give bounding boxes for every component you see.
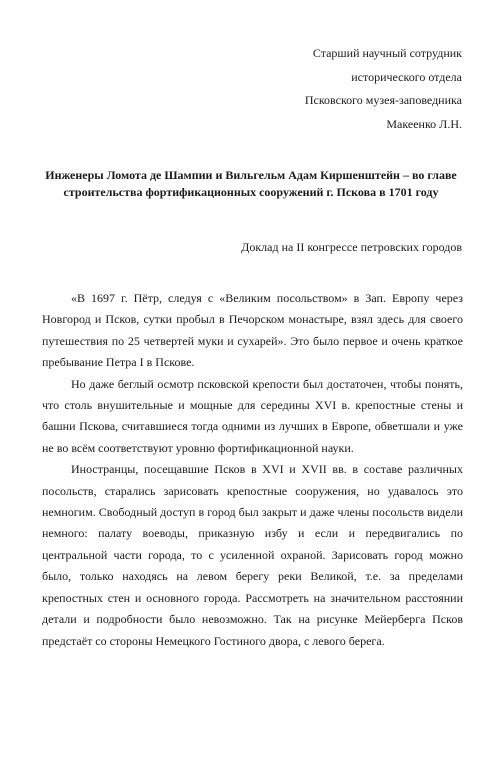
- paragraph: Иностранцы, посещавшие Псков в XVI и XVII вв. в составе различных посольств, старались зарисовать крепостные сооружения, но удавалось это немногим. Свободный доступ в город был закрыт и даже члены посольств видели немного: палату воеводы, приказную избу и если и передвигались по центральной части города, то с усиленной охраной. Зарисовать город можно было, только находясь на левом берегу реки Великой, т.е. за пределами крепостных стен и основного города. Рассмотреть на значительном расстоянии детали и подробности было невозможно. Так на рисунке Мейерберга Псков предстаёт со стороны Немецкого Гостиного двора, с левого берега.: [42, 462, 463, 648]
- body-text: [42, 288, 463, 652]
- author-name: Макеенко Л.Н.: [386, 116, 462, 131]
- report-note: Доклад на II конгрессе петровских городов: [241, 240, 462, 254]
- paragraph: «В 1697 г. Пётр, следуя с «Великим посольством» в Зап. Европу через Новгород и Псков, сутки пробыл в Печорском монастыре, взял здесь для своего путешествия по 25 четвертей муки и сухарей». Это было первое и очень краткое пребывание Петра I в Пскове.: [42, 291, 463, 370]
- author-block: [162, 42, 462, 136]
- author-department: исторического отдела: [351, 69, 462, 84]
- author-institution: Псковского музея-заповедника: [304, 93, 462, 107]
- author-position: Старший научный сотрудник: [312, 46, 462, 60]
- paragraph: Но даже беглый осмотр псковской крепости был достаточен, чтобы понять, что столь внушительные и мощные для середины XVI в. крепостные стены и башни Пскова, считавшиеся тогда одними из лучших в Европе, обветшали и уже не во всём соответствуют уровню фортификационной науки.: [42, 376, 463, 455]
- document-title: Инженеры Ломота де Шампии и Вильгельм Адам Киршенштейн – во главе строительства фортификационных сооружений г. Пскова в 1701 году: [45, 168, 457, 199]
